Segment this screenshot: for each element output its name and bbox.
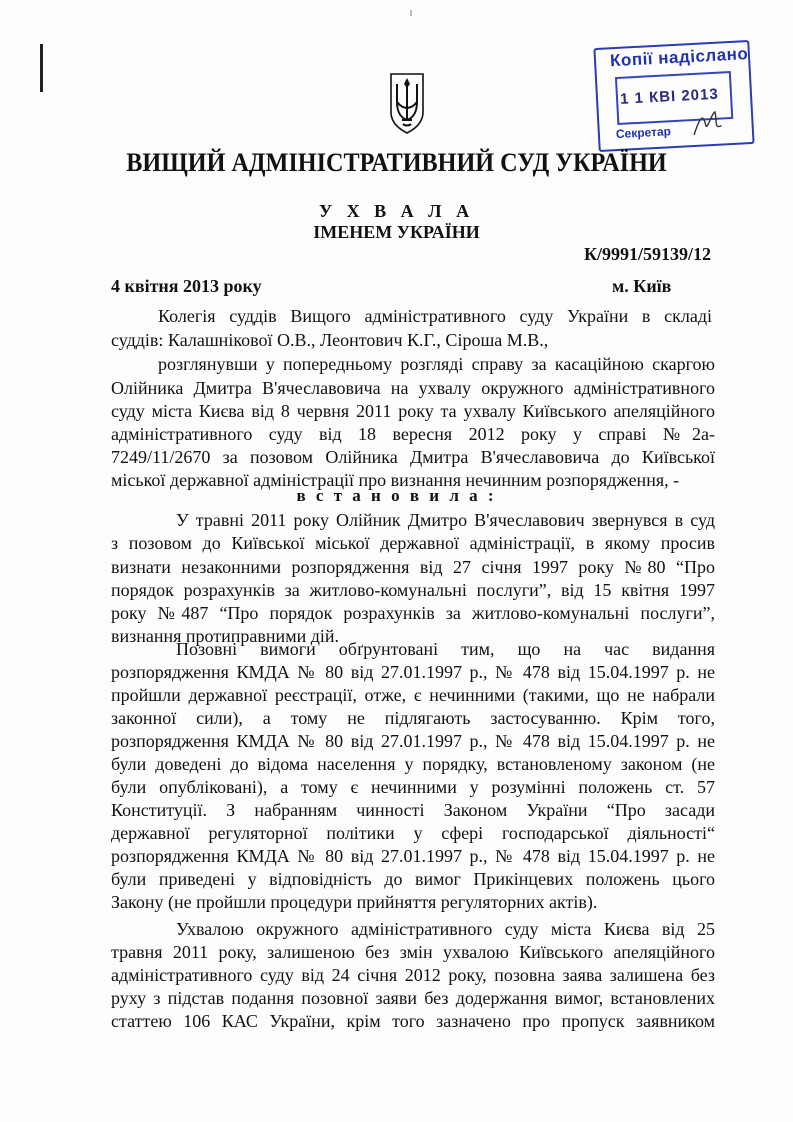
- paragraph-line: руху з підстав подання позовної заяви без додержання вимог, встановлених: [111, 988, 715, 1008]
- document-city: м. Київ: [612, 276, 672, 296]
- paragraph-line: Позовні вимоги обґрунтовані тим, що на час видання: [176, 639, 715, 659]
- court-name: ВИЩИЙ АДМІНІСТРАТИВНИЙ СУД УКРАЇНИ: [126, 148, 667, 177]
- paragraph-line: Конституції. З набранням чинності Законом України “Про засади: [111, 800, 715, 820]
- body-line: 7249/11/2670 за позовом Олійника Дмитра В'ячеславовича до Київської: [111, 447, 715, 467]
- paragraph-line: були доведені до відома населення у порядку, встановленому законом (не: [111, 754, 715, 774]
- document-type: У Х В А Л А: [318, 201, 475, 221]
- coat-of-arms-icon: [389, 72, 425, 134]
- stamp-secretary-label: Секретар: [615, 124, 672, 142]
- paragraph-line: травня 2011 року, залишеною без змін ухвалою Київського апеляційного: [111, 942, 715, 962]
- paragraph-line: розпорядження КМДА № 80 від 27.01.1997 р., № 478 від 15.04.1997 р. не: [111, 731, 715, 751]
- paragraph-line: розпорядження КМДА № 80 від 27.01.1997 р., № 478 від 15.04.1997 р. не: [111, 846, 715, 866]
- paragraph-line: року №487 “Про порядок розрахунків за житлово-комунальні послуги”,: [111, 603, 715, 623]
- body-line: міської державної адміністрації про визнання нечинним розпорядження, -: [111, 470, 680, 490]
- stamp-title: Копії надіслано: [609, 44, 749, 71]
- established-heading: в с т а н о в и л а :: [296, 486, 497, 505]
- case-number: К/9991/59139/12: [584, 244, 712, 264]
- paragraph-line: статтею 106 КАС України, крім того зазначено про пропуск заявником: [111, 1011, 715, 1031]
- body-line: Олійника Дмитра В'ячеславовича на ухвалу окружного адміністративного: [111, 378, 715, 398]
- paragraph-line: адміністративного суду від 24 січня 2012 року, позовна заява залишена без: [111, 965, 715, 985]
- stamp-date: 1 1 КВІ 2013: [619, 85, 720, 108]
- paragraph-line: були приведені у відповідність до вимог Прикінцевих положень цього: [111, 869, 715, 889]
- paragraph-line: визнати незаконними розпорядження від 27 січня 1997 року №80 “Про: [111, 557, 715, 577]
- paragraph-line: пройшли державної реєстрації, отже, є нечинними (такими, що не набрали: [111, 685, 715, 705]
- paragraph-line: порядок розрахунків за житлово-комунальні послуги”, від 15 квітня 1997: [111, 580, 715, 600]
- paragraph-line: У травні 2011 року Олійник Дмитро В'ячеславович звернувся в суд: [176, 510, 715, 530]
- body-line: розглянувши у попередньому розгляді справу за касаційною скаргою: [158, 354, 715, 374]
- body-line: суддів: Калашнікової О.В., Леонтович К.Г., Сіроша М.В.,: [111, 330, 549, 350]
- copies-sent-stamp: [593, 40, 754, 152]
- paragraph-line: Закону (не пройшли процедури прийняття регуляторних актів).: [111, 892, 598, 912]
- paragraph-line: визнання протиправними дій.: [111, 626, 340, 646]
- paragraph-line: Ухвалою окружного адміністративного суду міста Києва від 25: [176, 919, 715, 939]
- paragraph-line: розпорядження КМДА № 80 від 27.01.1997 р., № 478 від 15.04.1997 р. не: [111, 662, 715, 682]
- body-line: суду міста Києва від 8 червня 2011 року та ухвалу Київського апеляційного: [111, 401, 715, 421]
- body-line: Колегія суддів Вищого адміністративного суду України в складі: [158, 306, 712, 326]
- paragraph-line: з позовом до Київської міської державної адміністрації, в якому просив: [111, 533, 715, 553]
- page-number-mark: [410, 10, 412, 16]
- in-the-name-heading: ІМЕНЕМ УКРАЇНИ: [313, 222, 480, 242]
- paragraph-line: були опубліковані), а тому є нечинними у розумінні положень ст. 57: [111, 777, 715, 797]
- paragraph-line: державної регуляторної політики у сфері господарської діяльності“: [111, 823, 715, 843]
- signature-mark: [691, 107, 727, 139]
- body-line: адміністративного суду від 18 вересня 2012 року у справі №2а-: [111, 424, 715, 444]
- paragraph-line: законної сили), а тому не підлягають застосуванню. Крім того,: [111, 708, 715, 728]
- margin-mark: [40, 44, 43, 92]
- document-date: 4 квітня 2013 року: [111, 276, 262, 296]
